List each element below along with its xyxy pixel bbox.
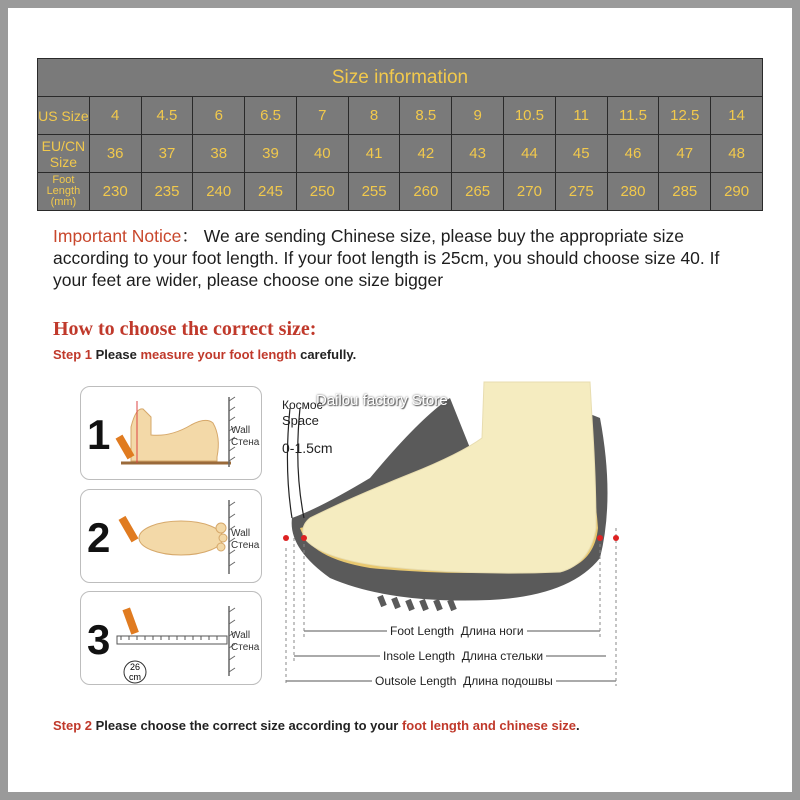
step-2-instruction (53, 718, 580, 733)
measure-value: 26 (129, 662, 141, 672)
wall-label-1 (231, 425, 259, 449)
size-cell: 230 (89, 173, 141, 211)
size-cell: 45 (555, 135, 607, 173)
foot-length-label (387, 624, 527, 638)
size-cell: 7 (296, 97, 348, 135)
howto-title: How to choose the correct size: (53, 318, 317, 340)
step-1-prefix: Step 1 (53, 347, 93, 362)
size-table-title: Size information (38, 59, 763, 97)
size-cell: 4 (89, 97, 141, 135)
space-value: 0-1.5cm (282, 440, 333, 456)
foot-length-en: Foot Length (390, 624, 455, 638)
size-cell: 42 (400, 135, 452, 173)
notice-text: We are sending Chinese size, please buy the appropriate size according to your foot length. If your foot length is 25cm, you should choose size 40. If your feet are wider, please choose one size bigger (53, 226, 720, 290)
step-1-number: 1 (87, 411, 111, 458)
size-table (37, 58, 763, 211)
size-cell: 12.5 (659, 97, 711, 135)
step-2-number: 2 (87, 514, 111, 561)
foot-length-ru: Длина ноги (460, 624, 524, 638)
size-row-label: Foot Length (mm) (38, 173, 90, 211)
size-cell: 43 (452, 135, 504, 173)
outsole-length-label (372, 674, 556, 688)
size-cell: 47 (659, 135, 711, 173)
size-cell: 10.5 (504, 97, 556, 135)
wall-en-1: Wall (231, 425, 251, 436)
insole-length-ru: Длина стельки (461, 649, 544, 663)
size-cell: 8 (348, 97, 400, 135)
important-notice (53, 225, 753, 291)
wall-en-2: Wall (231, 528, 251, 539)
size-cell: 11.5 (607, 97, 659, 135)
size-cell: 46 (607, 135, 659, 173)
size-cell: 270 (504, 173, 556, 211)
size-cell: 290 (711, 173, 763, 211)
size-cell: 39 (245, 135, 297, 173)
store-watermark: Dailou factory Store (316, 392, 448, 409)
size-cell: 41 (348, 135, 400, 173)
size-cell: 6.5 (245, 97, 297, 135)
size-cell: 8.5 (400, 97, 452, 135)
size-cell: 40 (296, 135, 348, 173)
size-cell: 280 (607, 173, 659, 211)
space-label-ru: Космос (282, 398, 323, 412)
wall-label-2 (231, 528, 259, 552)
size-row-label: EU/CN Size (38, 135, 90, 173)
size-cell: 36 (89, 135, 141, 173)
size-cell: 48 (711, 135, 763, 173)
wall-ru-2: Стена (231, 540, 260, 551)
step-1-text-b: carefully. (296, 347, 357, 362)
measure-step-2 (80, 489, 262, 583)
wall-label-3 (231, 630, 259, 654)
notice-label: Important Notice (53, 226, 182, 246)
size-cell: 265 (452, 173, 504, 211)
size-cell: 255 (348, 173, 400, 211)
size-row (38, 97, 763, 135)
size-row-label: US Size (38, 97, 90, 135)
size-cell: 38 (193, 135, 245, 173)
wall-en-3: Wall (231, 630, 251, 641)
size-cell: 275 (555, 173, 607, 211)
space-label (282, 398, 323, 429)
measure-step-1 (80, 386, 262, 480)
wall-ru-3: Стена (231, 642, 260, 653)
size-cell: 44 (504, 135, 556, 173)
step-1-highlight: measure your foot length (140, 347, 297, 362)
step-2-prefix: Step 2 (53, 718, 93, 733)
size-cell: 245 (245, 173, 297, 211)
outsole-length-ru: Длина подошвы (463, 674, 553, 688)
size-cell: 11 (555, 97, 607, 135)
wall-ru-1: Стена (231, 437, 260, 448)
step-2-text-b: . (576, 718, 580, 733)
size-cell: 240 (193, 173, 245, 211)
size-cell: 14 (711, 97, 763, 135)
step-3-number: 3 (87, 616, 111, 663)
measure-step-3 (80, 591, 262, 685)
outsole-length-en: Outsole Length (375, 674, 457, 688)
step-1-instruction (53, 347, 356, 362)
size-cell: 4.5 (141, 97, 193, 135)
size-cell: 285 (659, 173, 711, 211)
insole-length-en: Insole Length (383, 649, 456, 663)
notice-separator: ： (181, 226, 199, 246)
size-cell: 37 (141, 135, 193, 173)
size-row (38, 173, 763, 211)
step-2-text-a: Please choose the correct size according to your (92, 718, 402, 733)
size-cell: 6 (193, 97, 245, 135)
measure-unit: cm (129, 672, 141, 682)
size-row (38, 135, 763, 173)
size-cell: 260 (400, 173, 452, 211)
insole-length-label (380, 649, 546, 663)
size-cell: 235 (141, 173, 193, 211)
space-label-en: Space (282, 413, 319, 428)
size-cell: 9 (452, 97, 504, 135)
size-cell: 250 (296, 173, 348, 211)
step-1-text-a: Please (92, 347, 141, 362)
step-2-highlight: foot length and chinese size (401, 718, 577, 733)
